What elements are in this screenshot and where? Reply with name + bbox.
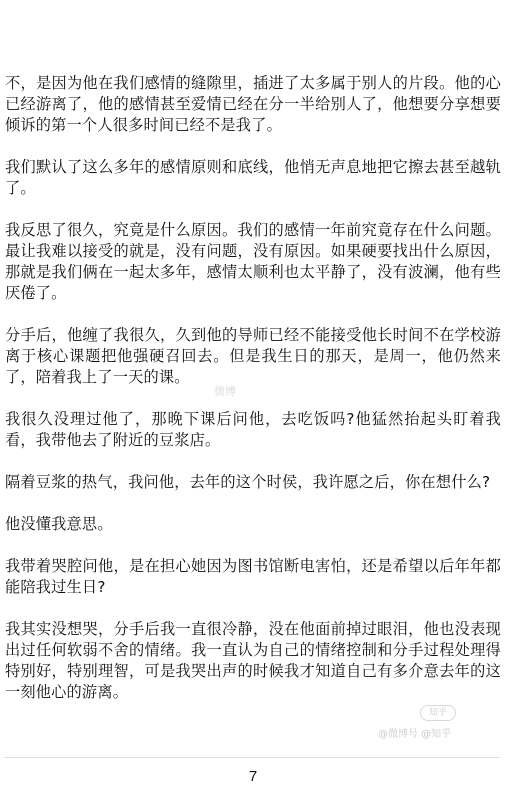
paragraph-8: 我带着哭腔问他，是在担心她因为图书馆断电害怕，还是希望以后年年都能陪我过生日? (5, 557, 501, 596)
page-number: 7 (248, 768, 258, 785)
footer-divider (4, 757, 500, 758)
paragraph-7: 他没懂我意思。 (5, 515, 113, 533)
watermark-badge: 知乎 (420, 705, 456, 721)
document-body (5, 73, 501, 724)
paragraph-3: 我反思了很久，究竟是什么原因。我们的感情一年前究竟存在什么问题。最让我难以接受的就是，没有问题，没有原因。如果硬要找出什么原因，那就是我们俩在一起太多年，感情太顺利也太平静了，没有波澜，他有些厌倦了。 (5, 221, 501, 302)
paragraph-1: 不，是因为他在我们感情的缝隙里，插进了太多属于别人的片段。他的心已经游离了，他的感情甚至爱情已经在分一半给别人了，他想要分享想要倾诉的第一个人很多时间已经不是我了。 (5, 74, 501, 134)
paragraph-6: 隔着豆浆的热气，我问他，去年的这个时侯，我许愿之后，你在想什么? (5, 473, 491, 491)
watermark-bottom: @微博号 @知乎 (378, 729, 452, 740)
paragraph-9: 我其实没想哭，分手后我一直很冷静，没在他面前掉过眼泪，他也没表现出过任何软弱不舍的情绪。我一直认为自己的情绪控制和分手过程处理得特别好，特别理智，可是我哭出声的时候我才知道自己有多介意去年的这一刻他心的游离。 (5, 620, 501, 701)
paragraph-4: 分手后，他缠了我很久，久到他的导师已经不能接受他长时间不在学校游离于核心课题把他强硬召回去。但是我生日的那天，是周一，他仍然来了，陪着我上了一天的课。 (5, 326, 501, 386)
watermark-middle: 微博 (214, 385, 236, 398)
paragraph-5: 我很久没理过他了，那晚下课后问他，去吃饭吗?他猛然抬起头盯着我看，我带他去了附近的豆浆店。 (5, 410, 501, 449)
paragraph-2: 我们默认了这么多年的感情原则和底线，他悄无声息地把它擦去甚至越轨了。 (5, 158, 501, 197)
